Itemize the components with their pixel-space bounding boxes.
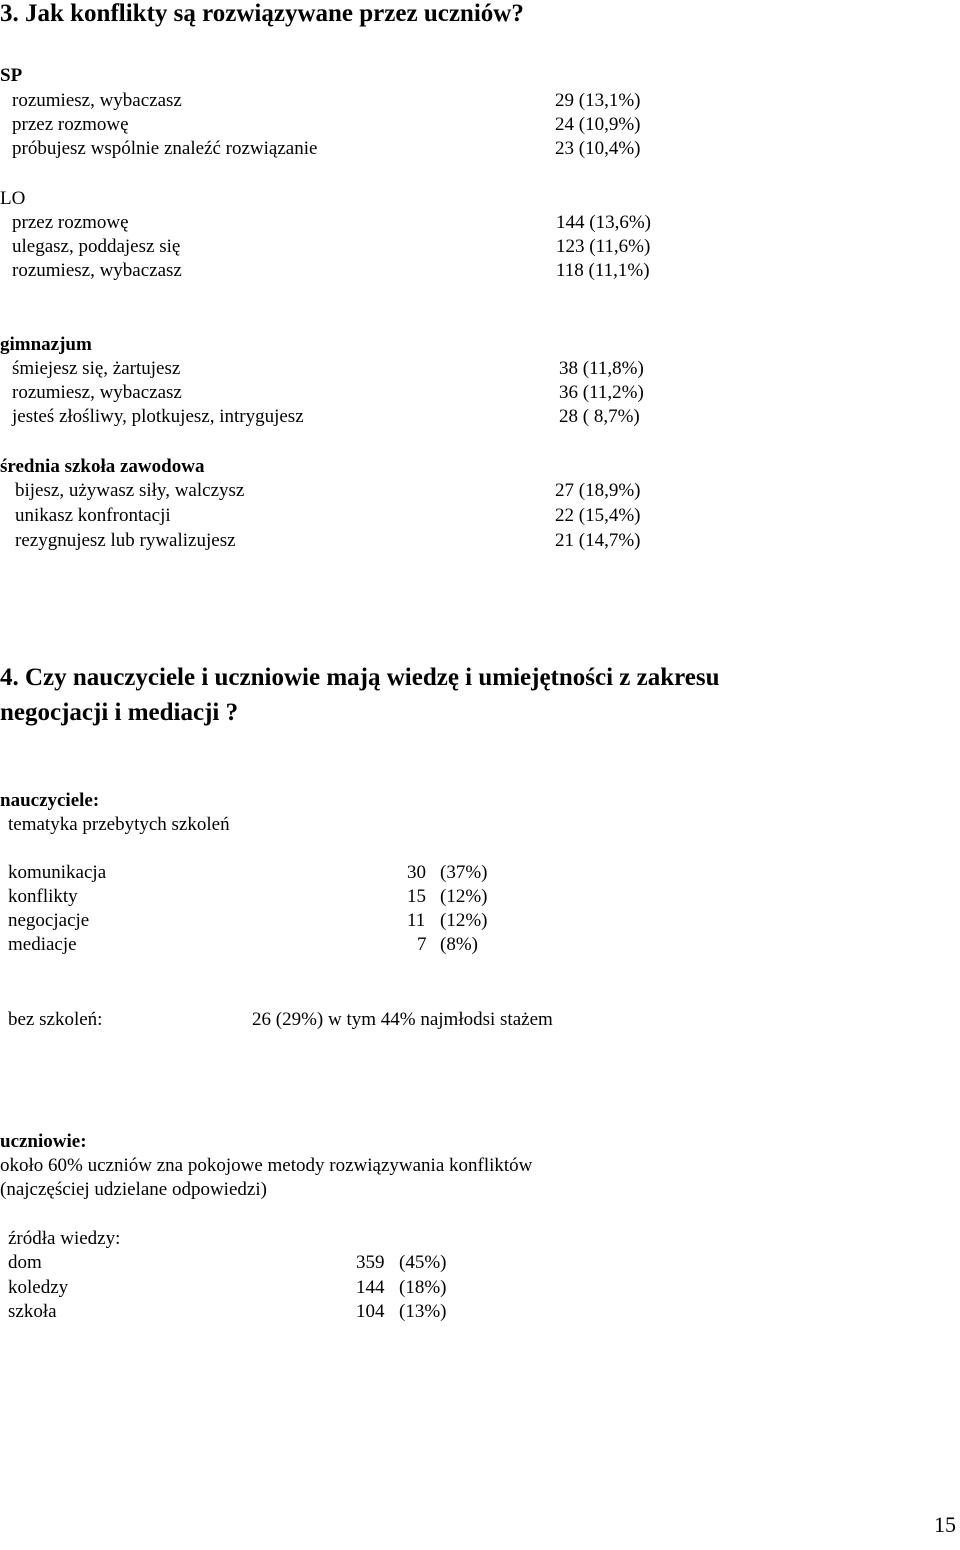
item-label: próbujesz wspólnie znaleźć rozwiązanie [12, 138, 318, 159]
topic-count: 30 [407, 862, 426, 883]
table-row [0, 1277, 960, 1301]
list-item [0, 90, 960, 114]
list-item [0, 505, 960, 529]
students-line-1: około 60% uczniów zna pokojowe metody rozwiązywania konfliktów [0, 1155, 533, 1176]
source-count: 359 [356, 1252, 385, 1273]
topic-percent: (12%) [440, 886, 488, 907]
topic-count: 11 [407, 910, 426, 931]
group-heading-sp: SP [0, 65, 23, 86]
section-4-title-line-1: 4. Czy nauczyciele i uczniowie mają wiedzę i umiejętności z zakresu [0, 664, 720, 691]
item-label: rezygnujesz lub rywalizujesz [15, 530, 236, 551]
list-item [0, 260, 960, 284]
item-value: 118 (11,1%) [556, 260, 650, 281]
topic-percent: (37%) [440, 862, 488, 883]
topic-count: 7 [417, 934, 427, 955]
table-row [0, 1252, 960, 1276]
item-value: 22 (15,4%) [555, 505, 641, 526]
item-label: unikasz konfrontacji [15, 505, 171, 526]
source-percent: (13%) [399, 1301, 447, 1322]
topic-percent: (8%) [440, 934, 478, 955]
topic-label: komunikacja [8, 862, 107, 883]
source-label: koledzy [8, 1277, 69, 1298]
source-count: 144 [356, 1277, 385, 1298]
item-value: 144 (13,6%) [556, 212, 651, 233]
list-item [0, 114, 960, 138]
item-value: 28 ( 8,7%) [559, 406, 640, 427]
table-row [0, 1301, 960, 1325]
no-training-value: 26 (29%) w tym 44% najmłodsi stażem [252, 1009, 553, 1030]
students-line-2: (najczęściej udzielane odpowiedzi) [0, 1179, 267, 1200]
teachers-heading: nauczyciele: [0, 790, 100, 811]
item-label: przez rozmowę [12, 212, 129, 233]
list-item [0, 382, 960, 406]
list-item [0, 236, 960, 260]
topic-count: 15 [407, 886, 426, 907]
section-3-title: 3. Jak konflikty są rozwiązywane przez uczniów? [0, 0, 524, 27]
list-item [0, 138, 960, 162]
item-label: ulegasz, poddajesz się [12, 236, 181, 257]
group-heading-vocational: średnia szkoła zawodowa [0, 456, 205, 477]
item-label: rozumiesz, wybaczasz [12, 382, 182, 403]
list-item [0, 406, 960, 430]
item-label: przez rozmowę [12, 114, 129, 135]
item-label: bijesz, używasz siły, walczysz [15, 480, 245, 501]
item-value: 24 (10,9%) [555, 114, 641, 135]
source-label: dom [8, 1252, 42, 1273]
item-label: rozumiesz, wybaczasz [12, 90, 182, 111]
source-label: szkoła [8, 1301, 57, 1322]
source-percent: (45%) [399, 1252, 447, 1273]
sources-label: źródła wiedzy: [8, 1228, 121, 1249]
topic-label: negocjacje [8, 910, 90, 931]
topic-label: konflikty [8, 886, 78, 907]
section-4-title-line-2: negocjacji i mediacji ? [0, 699, 239, 726]
list-item [0, 530, 960, 554]
group-heading-gimnazjum: gimnazjum [0, 334, 92, 355]
item-value: 27 (18,9%) [555, 480, 641, 501]
item-value: 38 (11,8%) [559, 358, 644, 379]
table-row [0, 910, 960, 934]
table-row [0, 862, 960, 886]
source-count: 104 [356, 1301, 385, 1322]
item-value: 21 (14,7%) [555, 530, 641, 551]
list-item [0, 358, 960, 382]
group-heading-lo: LO [0, 188, 26, 209]
teachers-subheading: tematyka przebytych szkoleń [8, 814, 230, 835]
item-value: 23 (10,4%) [555, 138, 641, 159]
table-row [0, 934, 960, 958]
list-item [0, 212, 960, 236]
table-row [0, 886, 960, 910]
list-item [0, 480, 960, 504]
topic-percent: (12%) [440, 910, 488, 931]
students-heading: uczniowie: [0, 1131, 87, 1152]
source-percent: (18%) [399, 1277, 447, 1298]
item-value: 123 (11,6%) [556, 236, 651, 257]
item-label: śmiejesz się, żartujesz [12, 358, 181, 379]
item-label: jesteś złośliwy, plotkujesz, intrygujesz [12, 406, 304, 427]
item-value: 36 (11,2%) [559, 382, 644, 403]
no-training-row [0, 1009, 960, 1033]
item-value: 29 (13,1%) [555, 90, 641, 111]
topic-label: mediacje [8, 934, 77, 955]
item-label: rozumiesz, wybaczasz [12, 260, 182, 281]
no-training-label: bez szkoleń: [8, 1009, 103, 1030]
page-number: 15 [934, 1512, 956, 1537]
